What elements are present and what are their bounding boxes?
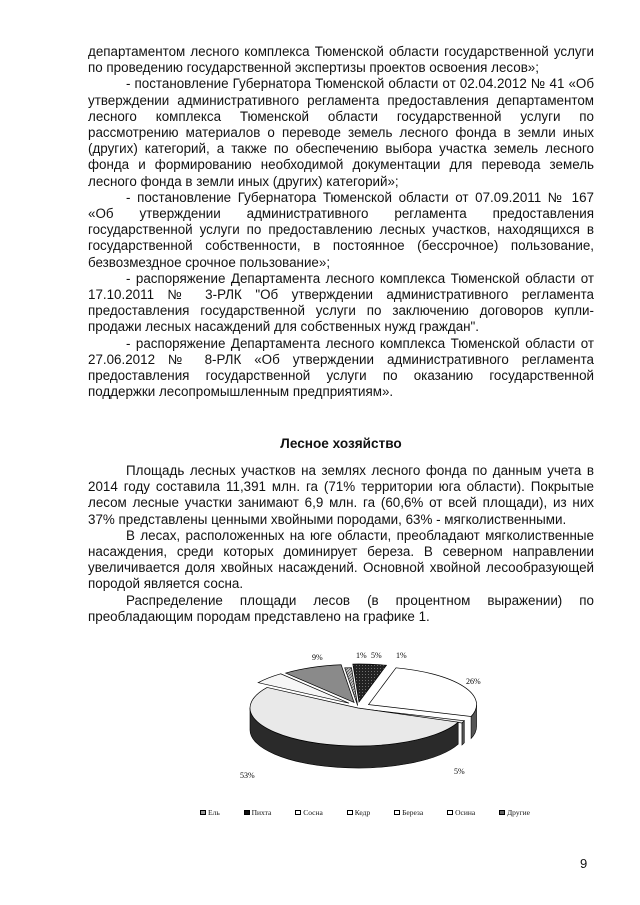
- pie-chart: [196, 646, 526, 826]
- paragraph: - распоряжение Департамента лесного комплекса Тюменской области от 17.10.2011 № 3-РЛК "Об утверждении административного регламента предоставления государственной услуги по заключению договоров купли-продажи лесных насаждений для собственных нужд граждан".: [88, 270, 594, 335]
- legend-item: [295, 808, 323, 817]
- legend-swatch: [200, 810, 206, 815]
- legend-swatch: [394, 810, 400, 815]
- legend-swatch: [244, 810, 250, 815]
- pie-slice-side-4: [462, 721, 464, 745]
- legend-label: Ель: [208, 808, 220, 817]
- legend-label: Осина: [455, 808, 476, 817]
- slice-label: 5%: [454, 767, 465, 776]
- slice-label: 53%: [240, 771, 255, 780]
- legend-swatch: [295, 810, 301, 815]
- text-top: [88, 44, 594, 400]
- paragraph: департаментом лесного комплекса Тюменской области государственной услуги по проведению государственной экспертизы проектов освоения лесов»;: [88, 44, 594, 76]
- paragraph: Распределение площади лесов (в процентном выражении) по преобладающим породам представлено на графике 1.: [88, 592, 594, 624]
- section-heading: Лесное хозяйство: [280, 436, 402, 451]
- paragraph: - постановление Губернатора Тюменской области от 02.04.2012 № 41 «Об утверждении административного регламента предоставления департаментом лесного комплекса Тюменской области государственной услуги по рассмотрению материалов о переводе земель лесного фонда в земли иных (других) категорий, а также по обеспечению выбора участка земель лесного фонда и формированию необходимой документации для перевода земель лесного фонда в земли иных (других) категорий»;: [88, 76, 594, 189]
- legend-label: Сосна: [303, 808, 323, 817]
- chart-legend: [200, 808, 530, 817]
- legend-item: [347, 808, 371, 817]
- slice-label: 1%: [356, 651, 367, 660]
- legend-label: Пихта: [251, 808, 272, 817]
- legend-label: Кедр: [354, 808, 371, 817]
- text-bottom: [88, 463, 594, 625]
- legend-item: [394, 808, 423, 817]
- page-number: 9: [580, 856, 588, 871]
- paragraph: В лесах, расположенных на юге области, преобладают мягколиственные насаждения, среди которых доминирует береза. В северном направлении увеличивается доля хвойных насаждений. Основной хвойной лесообразующей породой является сосна.: [88, 527, 594, 592]
- legend-item: [200, 808, 220, 817]
- slice-label: 9%: [312, 653, 323, 662]
- legend-item: [244, 808, 272, 817]
- legend-label: Другие: [507, 808, 530, 817]
- slice-label: 1%: [396, 651, 407, 660]
- pie-chart-svg: [196, 646, 526, 806]
- legend-item: [499, 808, 530, 817]
- pie-slice-3: [369, 668, 477, 717]
- legend-item: [447, 808, 475, 817]
- legend-swatch: [347, 810, 353, 815]
- slice-label: 26%: [466, 677, 481, 686]
- legend-label: Береза: [402, 808, 424, 817]
- legend-swatch: [499, 810, 505, 815]
- paragraph: - распоряжение Департамента лесного комплекса Тюменской области от 27.06.2012 № 8-РЛК «Об утверждении административного регламента предоставления государственной услуги по оказанию государственной поддержки лесопромышленным предприятиям».: [88, 335, 594, 400]
- legend-swatch: [447, 810, 453, 815]
- paragraph: - постановление Губернатора Тюменской области от 07.09.2011 № 167 «Об утверждении административного регламента предоставления государственной услуги по предоставлению лесных участков, находящихся в государственной собственности, в постоянное (бессрочное) пользование, безвозмездное срочное пользование»;: [88, 189, 594, 270]
- slice-label: 5%: [371, 651, 382, 660]
- paragraph: Площадь лесных участков на землях лесного фонда по данным учета в 2014 году составила 11,391 млн. га (71% территории юга области). Покрытые лесом лесные участки занимают 6,9 млн. га (60,6% от всей площади), из них 37% представлены ценными хвойными породами, 63% - мягколиственными.: [88, 463, 594, 527]
